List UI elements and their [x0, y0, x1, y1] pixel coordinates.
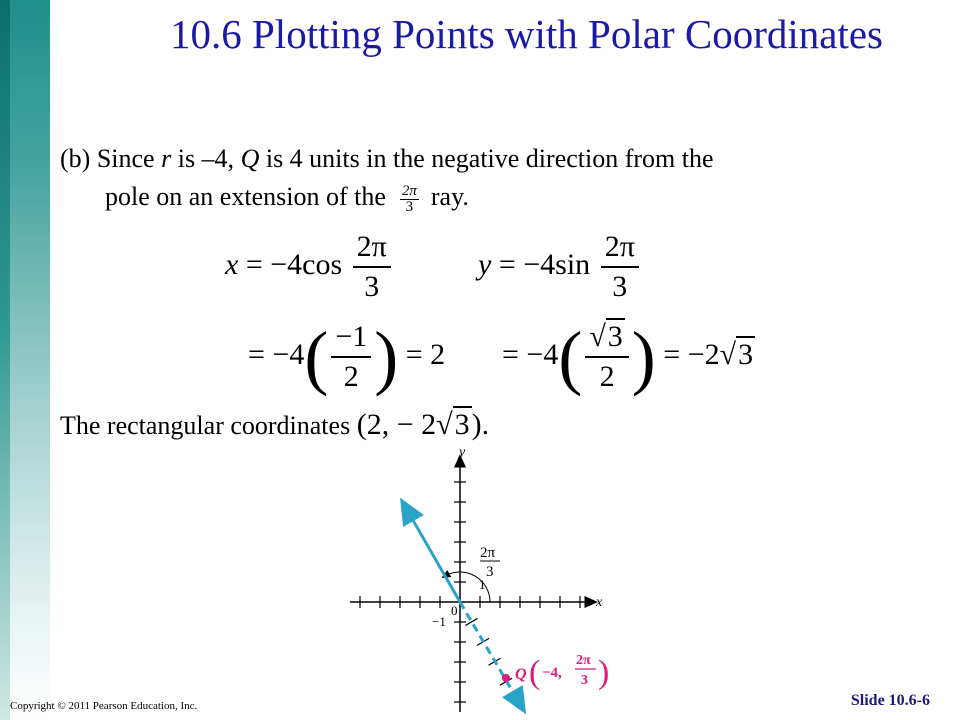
para-text: ray.	[430, 182, 469, 211]
ray-extension	[460, 602, 520, 704]
rect-text: The rectangular coordinates	[60, 411, 357, 440]
sqrt-radicand: 3	[738, 337, 754, 371]
fraction-numerator: 2π	[601, 228, 639, 268]
equation-y	[478, 228, 642, 306]
value-fraction	[585, 318, 628, 396]
para-text: pole on an extension of the	[105, 182, 386, 211]
eq-text: = 2	[405, 337, 446, 371]
fraction-denominator: 3	[364, 270, 380, 303]
decorative-sidebar	[0, 0, 50, 720]
angle-fraction	[353, 228, 391, 306]
eq-text: = −4	[502, 337, 559, 371]
fraction-numerator: 2π	[401, 182, 417, 199]
inline-angle-fraction	[400, 184, 419, 215]
point-q-label: Q	[515, 666, 527, 683]
fraction-denominator: 3	[405, 198, 414, 215]
x-axis-label: x	[596, 595, 603, 610]
polar-graph	[340, 440, 620, 715]
var-r: r	[161, 144, 172, 173]
point-theta-denominator: 3	[581, 673, 588, 688]
point-theta-numerator: 2π	[576, 653, 591, 668]
rectangular-coordinates-line	[60, 408, 489, 442]
slide-number: Slide 10.6-6	[850, 692, 930, 709]
var-y: y	[478, 247, 492, 281]
fraction-denominator: 3	[612, 270, 628, 303]
coords-part: ).	[471, 408, 490, 441]
angle-label-denominator: 3	[486, 564, 494, 580]
angle-fraction	[601, 228, 639, 306]
point-r-label: −4,	[542, 665, 562, 681]
slide-title: 10.6 Plotting Points with Polar Coordinates	[170, 11, 883, 57]
point-paren: )	[598, 654, 610, 691]
eq-text: = −2	[663, 337, 720, 371]
para-text: is 4 units in the negative direction from the	[259, 144, 714, 173]
equation-x-result	[248, 318, 445, 396]
rect-coords: (2, − 2√3).	[356, 408, 490, 441]
explanation-paragraph	[60, 140, 920, 216]
fraction-numerator: 2π	[353, 228, 391, 268]
sqrt-radicand: 3	[454, 408, 470, 441]
paragraph-line-1	[60, 140, 920, 178]
angle-ray	[406, 508, 460, 602]
point-q	[502, 674, 510, 682]
equation-y-result: = −4( $\frac{√3}{2}$ ) = −2√3	[502, 317, 754, 397]
point-paren: (	[529, 654, 541, 691]
origin-label: 0	[451, 603, 458, 618]
eq-text: = −4cos	[238, 247, 350, 281]
paren: )	[631, 317, 656, 397]
paragraph-line-2	[60, 178, 920, 216]
equation-x	[225, 228, 394, 306]
value-fraction	[331, 318, 371, 396]
var-q: Q	[240, 144, 260, 173]
angle-label-numerator: 2π	[480, 545, 496, 561]
paren: (	[558, 317, 583, 397]
fraction-numerator: −1	[331, 318, 371, 358]
para-text: (b) Since	[60, 144, 162, 173]
one-label: 1	[479, 577, 486, 592]
fraction-numerator: √3	[585, 318, 628, 358]
sidebar-stripe	[0, 0, 10, 720]
y-axis-label: y	[459, 445, 466, 460]
var-x: x	[225, 247, 239, 281]
fraction-denominator: 2	[343, 360, 359, 393]
paren: )	[374, 317, 399, 397]
para-text: is –4,	[171, 144, 241, 173]
copyright-notice: Copyright © 2011 Pearson Education, Inc.	[10, 700, 198, 712]
paren: (	[304, 317, 329, 397]
neg-one-label: −1	[432, 614, 446, 629]
sqrt-radicand: 3	[607, 320, 623, 353]
eq-text: = −4sin	[491, 247, 598, 281]
coords-part: (2, − 2	[356, 408, 437, 441]
fraction-denominator: 2	[599, 360, 615, 393]
eq-text: = −4	[248, 337, 305, 371]
